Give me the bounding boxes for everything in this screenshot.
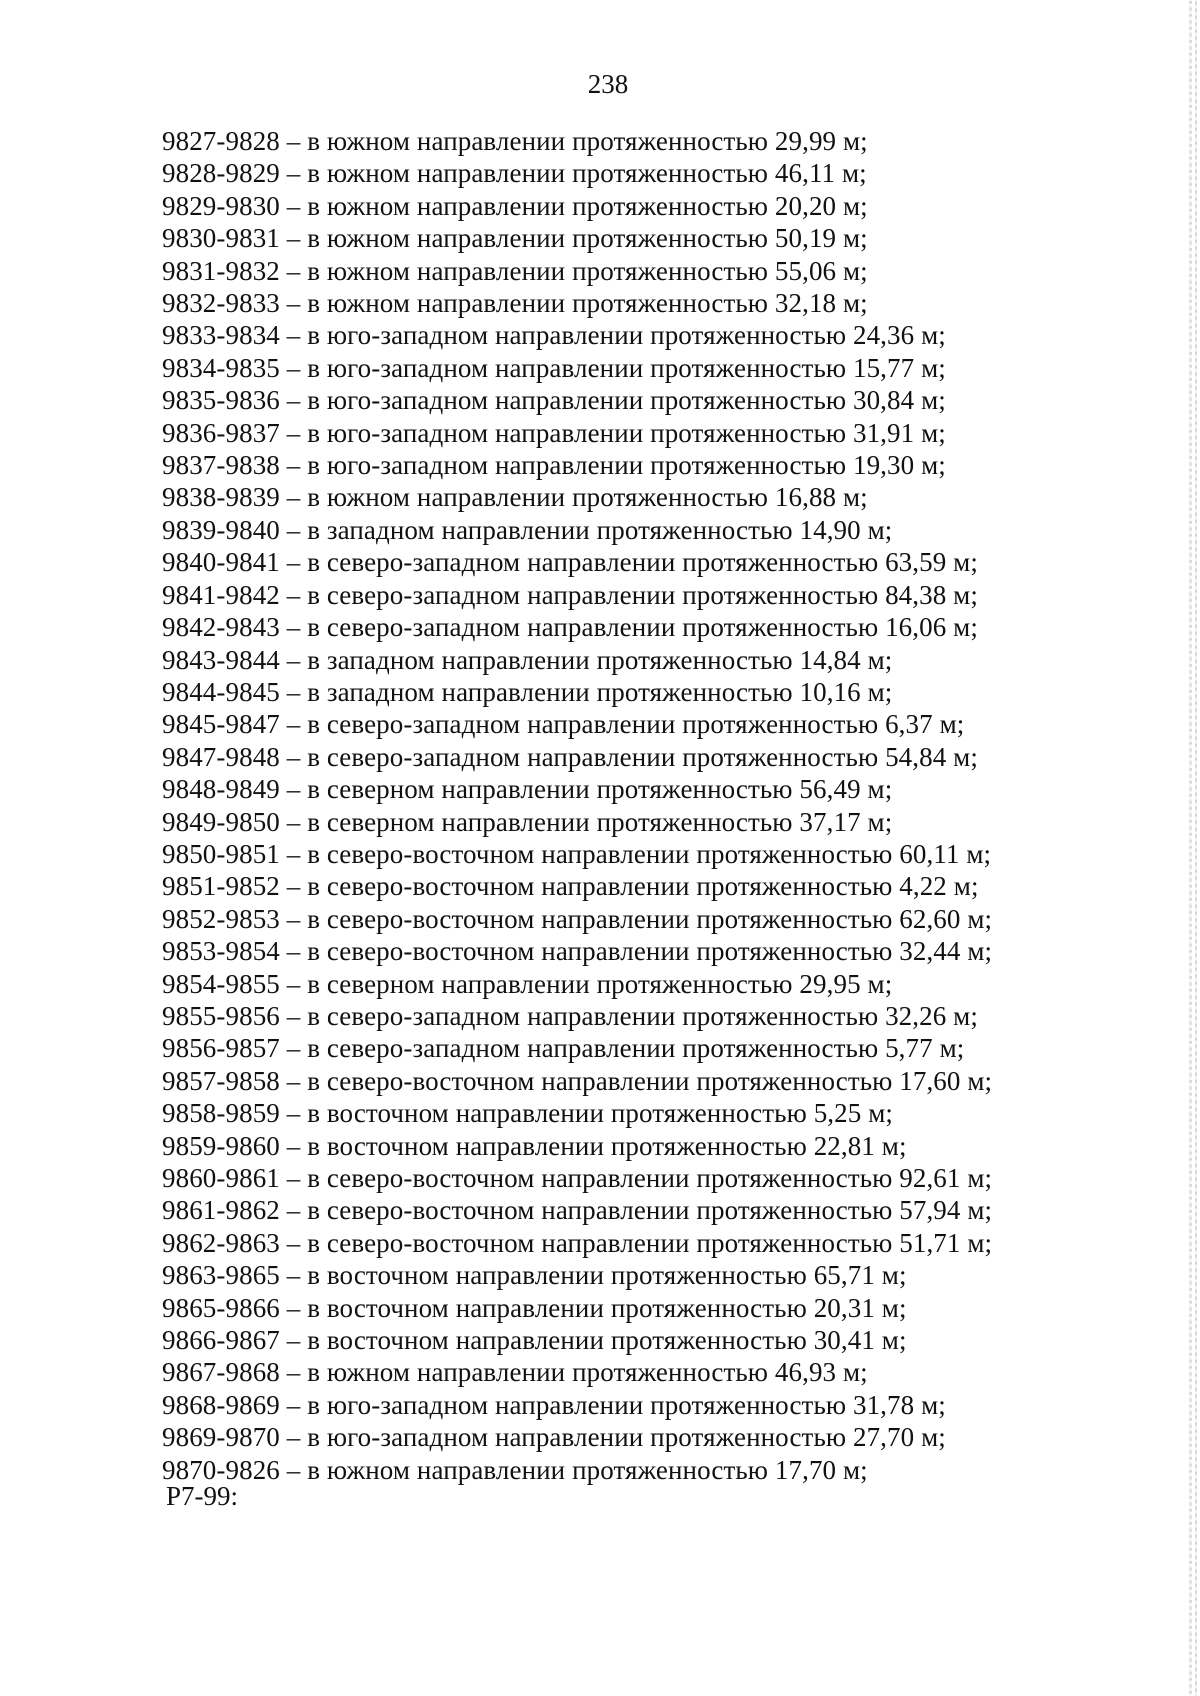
list-item: 9851-9852 – в северо-восточном направлении протяженностью 4,22 м; [162,871,979,902]
list-item: 9850-9851 – в северо-восточном направлении протяженностью 60,11 м; [162,838,992,869]
list-item: 9847-9848 – в северо-западном направлении протяженностью 54,84 м; [162,741,978,772]
scan-edge-artifact [1189,0,1192,1696]
list-item: 9862-9863 – в северо-восточном направлении протяженностью 51,71 м; [162,1227,993,1258]
list-item: 9866-9867 – в восточном направлении протяженностью 30,41 м; [162,1325,907,1356]
list-item: 9849-9850 – в северном направлении протяженностью 37,17 м; [162,806,893,837]
list-item: 9837-9838 – в юго-западном направлении протяженностью 19,30 м; [162,450,946,481]
list-item: 9860-9861 – в северо-восточном направлении протяженностью 92,61 м; [162,1163,993,1193]
page-number: 238 [587,69,629,99]
list-item: 9852-9853 – в северо-восточном направлении протяженностью 62,60 м; [162,903,993,934]
list-item: 9833-9834 – в юго-западном направлении протяженностью 24,36 м; [162,320,946,351]
list-item: 9853-9854 – в северо-восточном направлении протяженностью 32,44 м; [162,936,993,967]
list-item: 9828-9829 – в южном направлении протяженностью 46,11 м; [162,158,867,189]
list-item: 9845-9847 – в северо-западном направлении протяженностью 6,37 м; [162,709,965,740]
list-item: 9827-9828 – в южном направлении протяженностью 29,99 м; [162,126,868,156]
list-item: 9861-9862 – в северо-восточном направлении протяженностью 57,94 м; [162,1195,993,1226]
list-item: 9868-9869 – в юго-западном направлении протяженностью 31,78 м; [162,1389,946,1420]
list-item: 9830-9831 – в южном направлении протяженностью 50,19 м; [162,223,868,254]
list-item: 9870-9826 – в южном направлении протяженностью 17,70 м; [162,1454,868,1485]
list-item: 9865-9866 – в восточном направлении протяженностью 20,31 м; [162,1292,907,1323]
list-item: 9835-9836 – в юго-западном направлении протяженностью 30,84 м; [162,385,946,416]
list-item: 9831-9832 – в южном направлении протяженностью 55,06 м; [162,255,868,286]
list-item: 9854-9855 – в северном направлении протяженностью 29,95 м; [162,968,893,999]
list-item: 9859-9860 – в восточном направлении протяженностью 22,81 м; [162,1130,907,1161]
list-item: 9863-9865 – в восточном направлении протяженностью 65,71 м; [162,1260,907,1291]
list-item: 9867-9868 – в южном направлении протяженностью 46,93 м; [162,1357,868,1388]
list-item: 9840-9841 – в северо-западном направлении протяженностью 63,59 м; [162,547,978,578]
list-item: 9848-9849 – в северном направлении протяженностью 56,49 м; [162,774,893,805]
list-item: 9858-9859 – в восточном направлении протяженностью 5,25 м; [162,1098,893,1129]
list-item: 9857-9858 – в северо-восточном направлении протяженностью 17,60 м; [162,1065,993,1096]
list-item: 9855-9856 – в северо-западном направлении протяженностью 32,26 м; [162,1000,978,1031]
boundary-segment-list [162,125,1062,1486]
list-item: 9836-9837 – в юго-западном направлении протяженностью 31,91 м; [162,417,946,448]
list-item: 9842-9843 – в северо-западном направлении протяженностью 16,06 м; [162,612,978,643]
list-item: 9829-9830 – в южном направлении протяженностью 20,20 м; [162,190,868,221]
list-item: 9841-9842 – в северо-западном направлении протяженностью 84,38 м; [162,579,978,610]
section-label: Р7-99: [166,1481,239,1511]
list-item: 9843-9844 – в западном направлении протяженностью 14,84 м; [162,644,893,675]
list-item: 9844-9845 – в западном направлении протяженностью 10,16 м; [162,676,893,707]
list-item: 9838-9839 – в южном направлении протяженностью 16,88 м; [162,482,868,513]
list-item: 9832-9833 – в южном направлении протяженностью 32,18 м; [162,288,868,319]
list-item: 9834-9835 – в юго-западном направлении протяженностью 15,77 м; [162,352,946,383]
scan-edge-artifact [1195,0,1197,1696]
list-item: 9839-9840 – в западном направлении протяженностью 14,90 м; [162,514,893,545]
list-item: 9869-9870 – в юго-западном направлении протяженностью 27,70 м; [162,1422,946,1453]
list-item: 9856-9857 – в северо-западном направлении протяженностью 5,77 м; [162,1033,965,1064]
